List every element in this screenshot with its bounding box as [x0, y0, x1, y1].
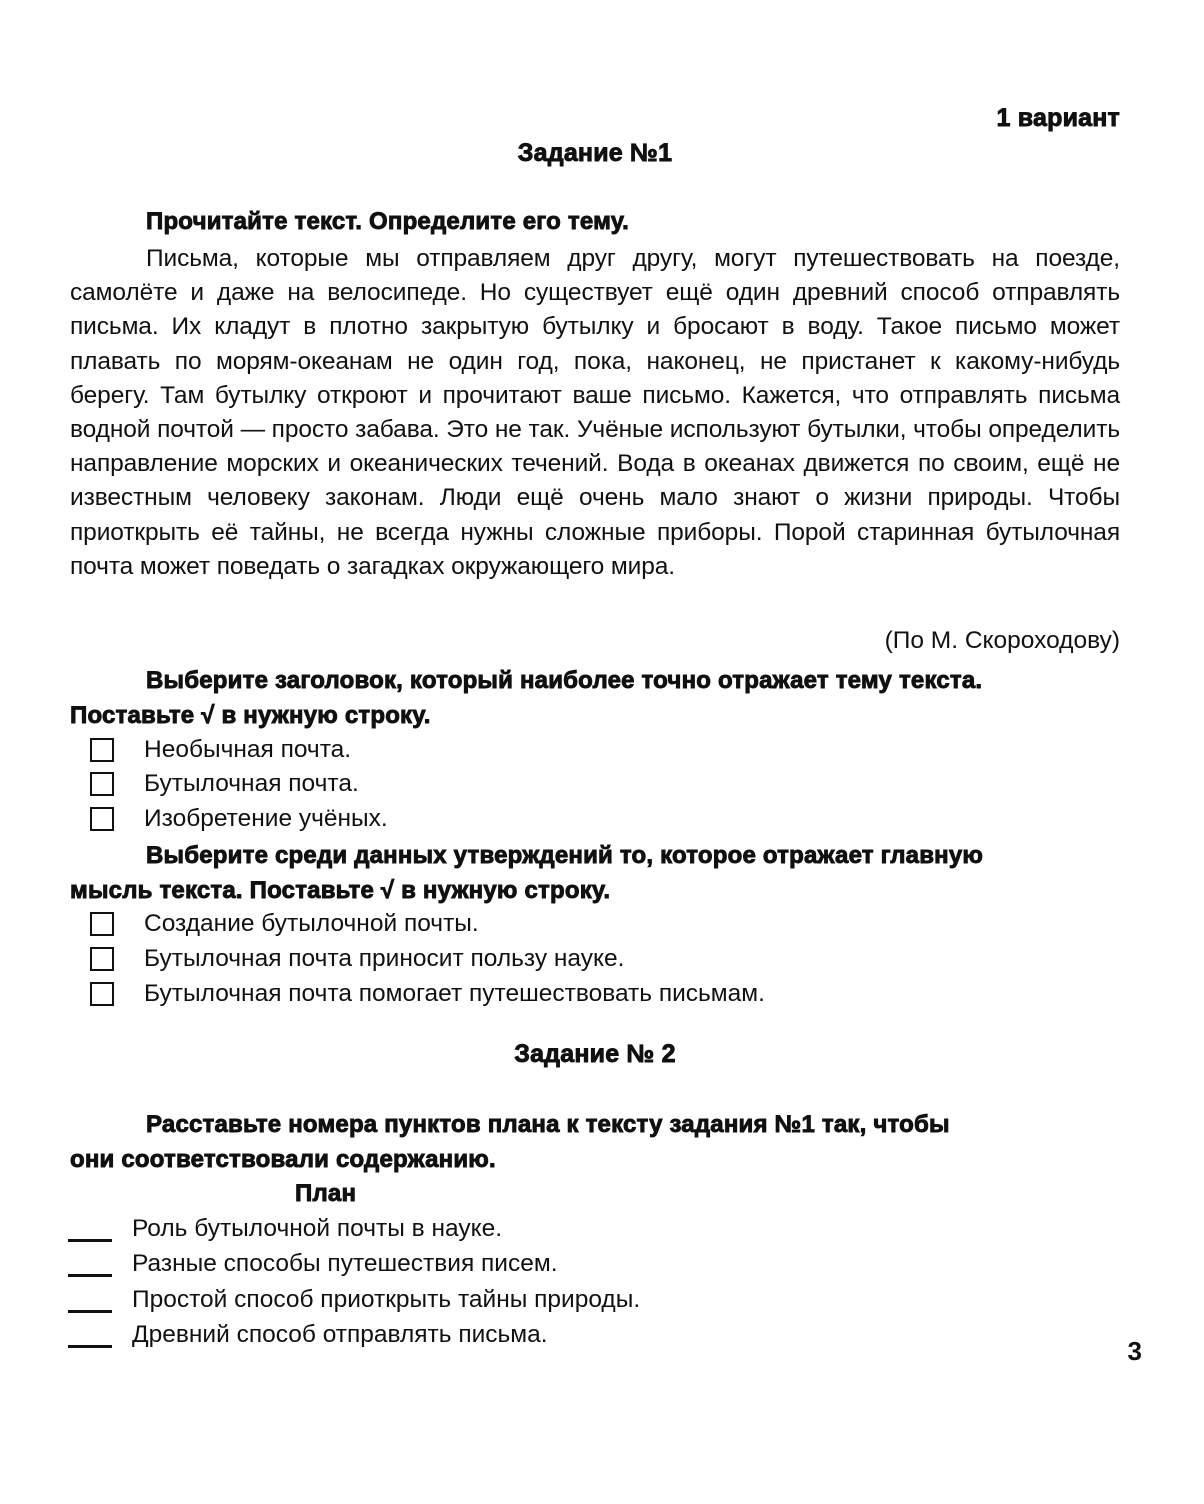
question1-option-1[interactable] [90, 733, 351, 767]
plan-item-label: Разные способы путешествия писем. [132, 1250, 558, 1277]
option-label: Бутылочная почта приносит пользу науке. [144, 945, 625, 972]
answer-blank[interactable] [68, 1239, 112, 1242]
plan-item-2 [68, 1247, 558, 1281]
plan-item-label: Роль бутылочной почты в науке. [132, 1215, 503, 1242]
question1-prompt [70, 663, 1120, 733]
answer-blank[interactable] [68, 1345, 112, 1348]
option-label: Изобретение учёных. [144, 805, 388, 832]
option-label: Необычная почта. [144, 736, 352, 763]
checkbox[interactable] [90, 982, 114, 1006]
text-author: (По М. Скороходову) [884, 627, 1120, 654]
answer-blank[interactable] [68, 1310, 112, 1313]
answer-blank[interactable] [68, 1274, 112, 1277]
plan-title: План [295, 1180, 357, 1207]
plan-item-label: Простой способ приоткрыть тайны природы. [132, 1286, 641, 1313]
option-label: Бутылочная почта помогает путешествовать письмам. [144, 980, 765, 1007]
question1-option-2[interactable] [90, 767, 359, 801]
option-label: Создание бутылочной почты. [144, 910, 479, 937]
question2-option-1[interactable] [90, 907, 479, 941]
task1-instruction-text: Прочитайте текст. Определите его тему. [146, 208, 630, 235]
question2-prompt [70, 838, 1120, 908]
option-label: Бутылочная почта. [144, 770, 359, 797]
checkbox[interactable] [90, 738, 114, 762]
plan-item-3 [68, 1283, 640, 1317]
page-number: 3 [1127, 1336, 1142, 1366]
checkbox[interactable] [90, 912, 114, 936]
reading-paragraph: Письма, которые мы отправляем друг другу, могут путешествовать на поезде, самолёте и даже на велосипеде. Но существует ещё один древний способ отправлять письма. Их кладут в плотно закрытую бутылку и бросают в воду. Такое письмо может плавать по морям-океанам не один год, пока, наконец, не пристанет к какому-нибудь берегу. Там бутылку откроют и прочитают ваше письмо. Кажется, что отправлять письма водной почтой — просто забава. Это не так. Учёные используют бутылки, чтобы определить направление морских и океанических течений. Вода в океанах движется по своим, ещё не известным человеку законам. Люди ещё очень мало знают о жизни природы. Чтобы приоткрыть её тайны, не всегда нужны сложные приборы. Порой старинная бутылочная почта может поведать о загадках окружающего мира. [70, 245, 1120, 580]
task1-reading-text [70, 242, 1120, 584]
variant-label: 1 вариант [996, 104, 1120, 132]
task2-title: Задание № 2 [514, 1040, 676, 1068]
question1-option-3[interactable] [90, 802, 388, 836]
checkbox[interactable] [90, 772, 114, 796]
plan-item-4 [68, 1318, 548, 1352]
question2-option-2[interactable] [90, 942, 624, 976]
question1-prompt-line2: Поставьте √ в нужную строку. [70, 702, 431, 729]
question2-prompt-line2: мысль текста. Поставьте √ в нужную строку. [70, 877, 611, 904]
task2-instruction [70, 1107, 1170, 1177]
question2-option-3[interactable] [90, 977, 765, 1011]
task2-instruction-line2: они соответствовали содержанию. [70, 1146, 496, 1173]
plan-item-label: Древний способ отправлять письма. [132, 1321, 548, 1348]
task2-instruction-line1: Расставьте номера пунктов плана к тексту задания №1 так, чтобы [146, 1111, 950, 1138]
checkbox[interactable] [90, 807, 114, 831]
plan-item-1 [68, 1212, 502, 1246]
checkbox[interactable] [90, 947, 114, 971]
question1-prompt-line1: Выберите заголовок, который наиболее точно отражает тему текста. [146, 667, 983, 694]
task1-title: Задание №1 [517, 139, 673, 167]
question2-prompt-line1: Выберите среди данных утверждений то, которое отражает главную [146, 842, 984, 869]
task1-instruction [70, 204, 1120, 239]
